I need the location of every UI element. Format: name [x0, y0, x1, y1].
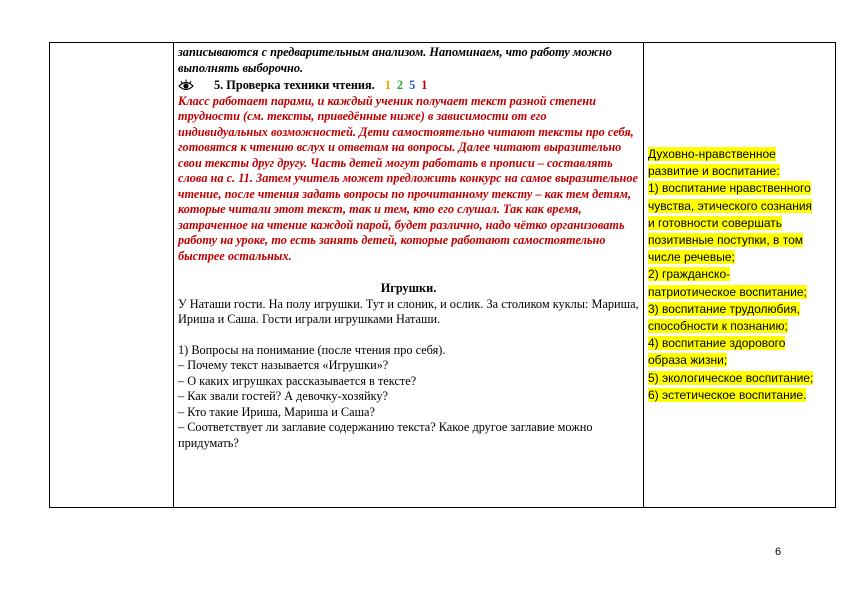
left-empty-cell [50, 43, 174, 508]
section-5-title: 5. Проверка техники чтения. [214, 78, 375, 92]
questions-block [178, 343, 639, 452]
teacher-instructions: Класс работает парами, и каждый ученик получает текст разной степени трудности (см. тексты, приведённые ниже) в зависимости от его индивидуальных возможностей. Дети самостоятельно читают тексты про себя, готовятся к чтению вслух и ответам на вопросы. Далее читают выразительно свои тексты друг другу. Часть детей могут работать в прописи – составлять слова на с. 11. Затем учитель может предложить конкурс на самое выразительное чтение, после чтения задать вопросы по прочитанному тексту – как тем детям, которые читали этот текст, так и тем, кто его слушал. Так как время, затраченное на чтение каждой парой, будет различно, надо чётко организовать работу на уроке, то есть занять детей, которые работают самостоятельно быстрее остальных. [178, 93, 638, 263]
goal-line: 5) экологическое воспитание; [648, 370, 814, 385]
number-2: 2 [396, 78, 410, 92]
goal-line: 6) эстетическое воспитание. [648, 387, 807, 402]
intro-text: записываются с предварительным анализом. Напоминаем, что работу можно выполнять выборочно. [178, 45, 612, 75]
question-item: – Почему текст называется «Игрушки»? [178, 358, 389, 372]
question-item: – Как звали гостей? А девочку-хозяйку? [178, 389, 389, 403]
story-title: Игрушки. [380, 281, 437, 295]
goal-line: 2) гражданско- [648, 267, 731, 282]
page-number: 6 [775, 546, 782, 558]
lesson-content-cell [174, 43, 644, 508]
section-5-numbers [385, 78, 434, 94]
goal-line: развитие и воспитание: [648, 164, 780, 179]
section-5-heading [178, 78, 639, 94]
story-text: У Наташи гости. На полу игрушки. Тут и слоник, и ослик. За столиком куклы: Мариша, Ириша и Саша. Гости играли игрушками Наташи. [178, 296, 639, 326]
questions-header: 1) Вопросы на понимание (после чтения про себя). [178, 342, 446, 357]
number-4: 1 [421, 78, 434, 92]
goal-line: образа жизни; [648, 353, 728, 368]
education-goals-cell [644, 43, 836, 508]
goal-line: числе речевые; [648, 250, 735, 265]
goal-line: 4) воспитание здорового [648, 336, 786, 351]
goal-line: чувства, этического сознания [648, 198, 813, 213]
goal-line: Духовно-нравственное [648, 146, 776, 161]
question-item: – О каких игрушках рассказывается в тексте? [178, 373, 417, 388]
goal-line: 3) воспитание трудолюбия, [648, 301, 800, 316]
lesson-table [49, 42, 836, 508]
education-goals [648, 146, 835, 404]
goal-line: и готовности совершать [648, 215, 782, 230]
goal-line: патриотическое воспитание; [648, 284, 807, 299]
question-item: – Соответствует ли заглавие содержанию текста? Какое другое заглавие можно придумать? [178, 420, 593, 450]
eye-icon [178, 79, 194, 93]
question-item: – Кто такие Ириша, Мариша и Саша? [178, 404, 375, 419]
number-3: 5 [409, 78, 422, 92]
number-1: 1 [384, 78, 397, 92]
goal-line: способности к познанию; [648, 319, 788, 333]
goal-line: позитивные поступки, в том [648, 232, 803, 247]
goal-line: 1) воспитание нравственного [648, 181, 811, 196]
